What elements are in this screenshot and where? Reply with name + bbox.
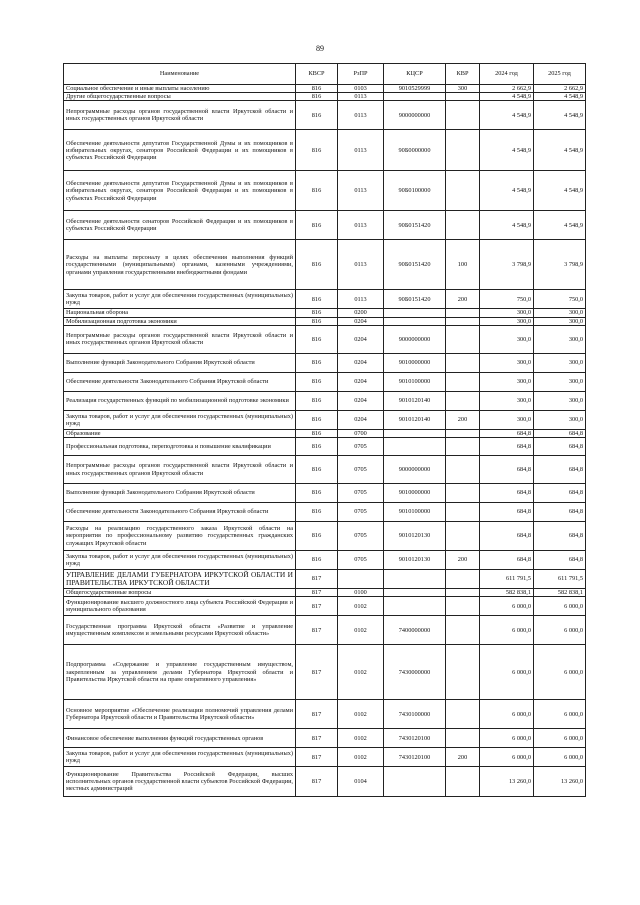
row-name: Закупка товаров, работ и услуг для обеспечения государственных (муниципальных) нужд bbox=[64, 551, 296, 570]
row-kvsr: 816 bbox=[296, 317, 338, 325]
row-kvr: 100 bbox=[446, 240, 480, 290]
row-kvsr: 816 bbox=[296, 171, 338, 211]
row-2024: 300,0 bbox=[480, 325, 534, 353]
row-kvr bbox=[446, 325, 480, 353]
row-2025: 300,0 bbox=[534, 353, 586, 372]
row-2025: 300,0 bbox=[534, 317, 586, 325]
table-row bbox=[64, 101, 586, 130]
row-rzpr: 0705 bbox=[338, 503, 384, 522]
row-kcsr bbox=[384, 597, 446, 616]
table-row bbox=[64, 325, 586, 353]
row-rzpr: 0705 bbox=[338, 484, 384, 503]
row-name: Образование bbox=[64, 429, 296, 437]
row-kvsr: 817 bbox=[296, 748, 338, 767]
row-kvsr: 817 bbox=[296, 729, 338, 748]
header-kvr: КВР bbox=[446, 64, 480, 85]
row-kvr bbox=[446, 171, 480, 211]
row-kvsr: 817 bbox=[296, 616, 338, 645]
row-2024: 6 000,0 bbox=[480, 700, 534, 729]
row-kcsr: 9010100000 bbox=[384, 503, 446, 522]
row-2024: 4 548,9 bbox=[480, 101, 534, 130]
row-2025: 4 548,9 bbox=[534, 101, 586, 130]
row-2024: 6 000,0 bbox=[480, 616, 534, 645]
row-kvr bbox=[446, 503, 480, 522]
header-rzpr: РзПР bbox=[338, 64, 384, 85]
row-kcsr bbox=[384, 438, 446, 456]
row-rzpr: 0103 bbox=[338, 85, 384, 93]
row-name: Финансовое обеспечение выполнения функций государственных органов bbox=[64, 729, 296, 748]
row-kvsr: 816 bbox=[296, 93, 338, 101]
row-2024: 4 548,9 bbox=[480, 130, 534, 171]
row-kvr: 200 bbox=[446, 410, 480, 429]
table-row bbox=[64, 391, 586, 410]
row-kvr bbox=[446, 309, 480, 317]
row-2024: 684,8 bbox=[480, 551, 534, 570]
row-2025: 6 000,0 bbox=[534, 748, 586, 767]
row-kcsr: 9010000000 bbox=[384, 484, 446, 503]
row-2025: 300,0 bbox=[534, 372, 586, 391]
row-kcsr: 7430000000 bbox=[384, 645, 446, 700]
row-2024: 3 798,9 bbox=[480, 240, 534, 290]
row-name: Функционирование высшего должностного лица субъекта Российской Федерации и муниципального образования bbox=[64, 597, 296, 616]
row-rzpr: 0705 bbox=[338, 522, 384, 551]
row-2024: 4 548,9 bbox=[480, 171, 534, 211]
table-row bbox=[64, 522, 586, 551]
table-row bbox=[64, 570, 586, 589]
row-kvsr: 816 bbox=[296, 503, 338, 522]
table-row bbox=[64, 317, 586, 325]
row-name: Мобилизационная подготовка экономики bbox=[64, 317, 296, 325]
row-kvsr: 816 bbox=[296, 429, 338, 437]
row-2024: 750,0 bbox=[480, 290, 534, 309]
row-rzpr bbox=[338, 570, 384, 589]
row-2025: 750,0 bbox=[534, 290, 586, 309]
row-kvr bbox=[446, 429, 480, 437]
row-2024: 300,0 bbox=[480, 353, 534, 372]
row-name: Основное мероприятие «Обеспечение реализации полномочий управления делами Губернатора Иркутской области и Правительства Иркутской области» bbox=[64, 700, 296, 729]
table-row bbox=[64, 240, 586, 290]
row-rzpr: 0102 bbox=[338, 645, 384, 700]
row-rzpr: 0204 bbox=[338, 317, 384, 325]
row-kcsr: 7400000000 bbox=[384, 616, 446, 645]
header-kvsr: КВСР bbox=[296, 64, 338, 85]
row-rzpr: 0200 bbox=[338, 309, 384, 317]
row-rzpr: 0102 bbox=[338, 597, 384, 616]
row-2024: 6 000,0 bbox=[480, 645, 534, 700]
table-header-row bbox=[64, 64, 586, 85]
row-2025: 6 000,0 bbox=[534, 616, 586, 645]
row-rzpr: 0204 bbox=[338, 372, 384, 391]
header-2025: 2025 год bbox=[534, 64, 586, 85]
row-kvr bbox=[446, 456, 480, 484]
row-2025: 13 260,0 bbox=[534, 767, 586, 797]
row-rzpr: 0705 bbox=[338, 456, 384, 484]
row-name: Государственная программа Иркутской области «Развитие и управление имущественным комплексом и земельными ресурсами Иркутской области» bbox=[64, 616, 296, 645]
row-kvsr: 816 bbox=[296, 85, 338, 93]
row-name: Обеспечение деятельности Законодательного Собрания Иркутской области bbox=[64, 503, 296, 522]
row-kcsr: 9010000000 bbox=[384, 353, 446, 372]
row-name: Социальное обеспечение и иные выплаты населению bbox=[64, 85, 296, 93]
row-name: Закупка товаров, работ и услуг для обеспечения государственных (муниципальных) нужд bbox=[64, 748, 296, 767]
row-kvsr: 816 bbox=[296, 130, 338, 171]
row-name: Функционирование Правительства Российской Федерации, высших исполнительных органов государственной власти субъектов Российской Федерации, местных администраций bbox=[64, 767, 296, 797]
row-2025: 684,8 bbox=[534, 503, 586, 522]
row-2024: 2 662,9 bbox=[480, 85, 534, 93]
row-name: Национальная оборона bbox=[64, 309, 296, 317]
row-kcsr: 9010120130 bbox=[384, 551, 446, 570]
table-row bbox=[64, 309, 586, 317]
row-2025: 6 000,0 bbox=[534, 700, 586, 729]
table-row bbox=[64, 645, 586, 700]
row-kcsr bbox=[384, 429, 446, 437]
row-name: Другие общегосударственные вопросы bbox=[64, 93, 296, 101]
row-2025: 684,8 bbox=[534, 484, 586, 503]
table-row bbox=[64, 597, 586, 616]
row-2025: 4 548,9 bbox=[534, 93, 586, 101]
row-kvsr: 816 bbox=[296, 211, 338, 240]
row-2024: 684,8 bbox=[480, 484, 534, 503]
row-2024: 611 791,5 bbox=[480, 570, 534, 589]
row-2024: 13 260,0 bbox=[480, 767, 534, 797]
row-2025: 3 798,9 bbox=[534, 240, 586, 290]
row-2025: 6 000,0 bbox=[534, 597, 586, 616]
row-2024: 6 000,0 bbox=[480, 597, 534, 616]
row-kvsr: 817 bbox=[296, 570, 338, 589]
table-row bbox=[64, 551, 586, 570]
row-rzpr: 0705 bbox=[338, 438, 384, 456]
table-row bbox=[64, 211, 586, 240]
header-kcsr: КЦСР bbox=[384, 64, 446, 85]
row-name: Расходы на выплаты персоналу в целях обеспечения выполнения функций государственными (муниципальными) органами, казенными учреждениями, органами управления государственными внебюджетными фондами bbox=[64, 240, 296, 290]
row-kvsr: 816 bbox=[296, 551, 338, 570]
row-name: Общегосударственные вопросы bbox=[64, 589, 296, 597]
row-name: Обеспечение деятельности сенаторов Российской Федерации и их помощников в субъектах Российской Федерации bbox=[64, 211, 296, 240]
row-kvsr: 816 bbox=[296, 484, 338, 503]
row-kvsr: 816 bbox=[296, 438, 338, 456]
row-kvr bbox=[446, 211, 480, 240]
budget-table bbox=[63, 63, 586, 797]
row-kvsr: 816 bbox=[296, 372, 338, 391]
table-row bbox=[64, 353, 586, 372]
row-2024: 300,0 bbox=[480, 391, 534, 410]
row-name: Выполнение функций Законодательного Собрания Иркутской области bbox=[64, 353, 296, 372]
row-kcsr: 90Б0151420 bbox=[384, 240, 446, 290]
table-row bbox=[64, 503, 586, 522]
table-row bbox=[64, 290, 586, 309]
row-kvr bbox=[446, 101, 480, 130]
row-2024: 6 000,0 bbox=[480, 748, 534, 767]
row-2024: 582 838,1 bbox=[480, 589, 534, 597]
row-2024: 300,0 bbox=[480, 309, 534, 317]
row-kcsr: 90Б0151420 bbox=[384, 211, 446, 240]
row-2025: 300,0 bbox=[534, 410, 586, 429]
row-kvsr: 816 bbox=[296, 101, 338, 130]
row-2024: 300,0 bbox=[480, 372, 534, 391]
row-rzpr: 0700 bbox=[338, 429, 384, 437]
row-rzpr: 0113 bbox=[338, 240, 384, 290]
row-2024: 684,8 bbox=[480, 503, 534, 522]
row-name: Закупка товаров, работ и услуг для обеспечения государственных (муниципальных) нужд bbox=[64, 290, 296, 309]
row-2025: 300,0 bbox=[534, 391, 586, 410]
table-row bbox=[64, 93, 586, 101]
row-2025: 300,0 bbox=[534, 325, 586, 353]
table-row bbox=[64, 85, 586, 93]
row-kvsr: 817 bbox=[296, 589, 338, 597]
row-kcsr: 9010529999 bbox=[384, 85, 446, 93]
row-kcsr: 90Б0100000 bbox=[384, 171, 446, 211]
row-kvr: 200 bbox=[446, 748, 480, 767]
row-2024: 4 548,9 bbox=[480, 93, 534, 101]
row-kvr: 200 bbox=[446, 551, 480, 570]
row-rzpr: 0102 bbox=[338, 748, 384, 767]
row-kcsr bbox=[384, 93, 446, 101]
row-2025: 684,8 bbox=[534, 456, 586, 484]
row-kcsr: 9000000000 bbox=[384, 101, 446, 130]
row-2025: 4 548,9 bbox=[534, 130, 586, 171]
row-kvr bbox=[446, 438, 480, 456]
row-kvr bbox=[446, 767, 480, 797]
row-kvsr: 817 bbox=[296, 645, 338, 700]
row-name: Непрограммные расходы органов государственной власти Иркутской области и иных государственных органов Иркутской области bbox=[64, 325, 296, 353]
table-row bbox=[64, 410, 586, 429]
row-name: Расходы на реализацию государственного заказа Иркутской области на мероприятия по профессиональному развитию государственных гражданских служащих Иркутской области bbox=[64, 522, 296, 551]
row-2024: 300,0 bbox=[480, 410, 534, 429]
row-kvr bbox=[446, 589, 480, 597]
row-kvsr: 816 bbox=[296, 456, 338, 484]
page-number: 89 bbox=[316, 44, 324, 53]
row-kvr bbox=[446, 597, 480, 616]
row-rzpr: 0113 bbox=[338, 171, 384, 211]
row-name: Выполнение функций Законодательного Собрания Иркутской области bbox=[64, 484, 296, 503]
row-kvsr: 817 bbox=[296, 597, 338, 616]
row-kvr bbox=[446, 700, 480, 729]
row-kvr bbox=[446, 645, 480, 700]
row-kvsr: 816 bbox=[296, 240, 338, 290]
row-kcsr: 90Б0151420 bbox=[384, 290, 446, 309]
row-kvsr: 817 bbox=[296, 700, 338, 729]
row-kvsr: 816 bbox=[296, 391, 338, 410]
row-kvsr: 816 bbox=[296, 522, 338, 551]
row-name: УПРАВЛЕНИЕ ДЕЛАМИ ГУБЕРНАТОРА ИРКУТСКОЙ ОБЛАСТИ И ПРАВИТЕЛЬСТВА ИРКУТСКОЙ ОБЛАСТИ bbox=[64, 570, 296, 589]
row-kvsr: 816 bbox=[296, 353, 338, 372]
row-rzpr: 0204 bbox=[338, 410, 384, 429]
row-kcsr: 9010100000 bbox=[384, 372, 446, 391]
row-kvr bbox=[446, 391, 480, 410]
row-name: Обеспечение деятельности депутатов Государственной Думы и их помощников в избирательных округах, сенаторов Российской Федерации и их помощников в субъектах Российской Федерации bbox=[64, 171, 296, 211]
row-rzpr: 0104 bbox=[338, 767, 384, 797]
row-kcsr bbox=[384, 589, 446, 597]
row-kcsr: 9000000000 bbox=[384, 325, 446, 353]
header-2024: 2024 год bbox=[480, 64, 534, 85]
row-kvsr: 816 bbox=[296, 309, 338, 317]
table-row bbox=[64, 171, 586, 211]
row-2025: 684,8 bbox=[534, 438, 586, 456]
table-row bbox=[64, 589, 586, 597]
row-2025: 684,8 bbox=[534, 522, 586, 551]
row-rzpr: 0102 bbox=[338, 616, 384, 645]
row-kcsr: 9010120140 bbox=[384, 410, 446, 429]
row-name: Непрограммные расходы органов государственной власти Иркутской области и иных государственных органов Иркутской области bbox=[64, 101, 296, 130]
table-row bbox=[64, 616, 586, 645]
row-kcsr: 9010120140 bbox=[384, 391, 446, 410]
row-rzpr: 0204 bbox=[338, 391, 384, 410]
row-rzpr: 0113 bbox=[338, 211, 384, 240]
row-2025: 611 791,5 bbox=[534, 570, 586, 589]
table-row bbox=[64, 130, 586, 171]
row-kvr bbox=[446, 522, 480, 551]
table-row bbox=[64, 729, 586, 748]
row-2025: 6 000,0 bbox=[534, 645, 586, 700]
row-2024: 684,8 bbox=[480, 438, 534, 456]
row-kcsr bbox=[384, 570, 446, 589]
row-name: Обеспечение деятельности Законодательного Собрания Иркутской области bbox=[64, 372, 296, 391]
row-2024: 300,0 bbox=[480, 317, 534, 325]
row-2025: 582 838,1 bbox=[534, 589, 586, 597]
row-kvsr: 816 bbox=[296, 290, 338, 309]
row-kvr bbox=[446, 570, 480, 589]
row-2025: 6 000,0 bbox=[534, 729, 586, 748]
row-2025: 2 662,9 bbox=[534, 85, 586, 93]
table-row bbox=[64, 438, 586, 456]
row-kvr bbox=[446, 484, 480, 503]
row-kcsr: 90Б0000000 bbox=[384, 130, 446, 171]
row-name: Профессиональная подготовка, переподготовка и повышение квалификации bbox=[64, 438, 296, 456]
row-name: Непрограммные расходы органов государственной власти Иркутской области и иных государственных органов Иркутской области bbox=[64, 456, 296, 484]
row-name: Обеспечение деятельности депутатов Государственной Думы и их помощников в избирательных округах, сенаторов Российской Федерации и их помощников в субъектах Российской Федерации bbox=[64, 130, 296, 171]
row-rzpr: 0113 bbox=[338, 101, 384, 130]
row-kcsr: 9000000000 bbox=[384, 456, 446, 484]
row-kvr bbox=[446, 353, 480, 372]
row-kvsr: 816 bbox=[296, 410, 338, 429]
row-kvr bbox=[446, 317, 480, 325]
row-2025: 684,8 bbox=[534, 551, 586, 570]
table-row bbox=[64, 372, 586, 391]
row-2024: 4 548,9 bbox=[480, 211, 534, 240]
row-kcsr bbox=[384, 767, 446, 797]
row-rzpr: 0204 bbox=[338, 325, 384, 353]
row-name: Реализация государственных функций по мобилизационной подготовке экономики bbox=[64, 391, 296, 410]
row-kcsr bbox=[384, 317, 446, 325]
row-2025: 300,0 bbox=[534, 309, 586, 317]
row-2025: 4 548,9 bbox=[534, 171, 586, 211]
row-rzpr: 0705 bbox=[338, 551, 384, 570]
row-rzpr: 0113 bbox=[338, 93, 384, 101]
row-rzpr: 0113 bbox=[338, 290, 384, 309]
row-rzpr: 0204 bbox=[338, 353, 384, 372]
row-kvr bbox=[446, 130, 480, 171]
row-kvr bbox=[446, 372, 480, 391]
row-2024: 684,8 bbox=[480, 429, 534, 437]
row-kcsr: 7430120100 bbox=[384, 729, 446, 748]
row-kvr bbox=[446, 729, 480, 748]
row-2024: 684,8 bbox=[480, 456, 534, 484]
table-row bbox=[64, 748, 586, 767]
row-kvr: 300 bbox=[446, 85, 480, 93]
row-kvr: 200 bbox=[446, 290, 480, 309]
header-name: Наименование bbox=[64, 64, 296, 85]
row-kcsr: 7430100000 bbox=[384, 700, 446, 729]
table-row bbox=[64, 484, 586, 503]
row-kvsr: 816 bbox=[296, 325, 338, 353]
row-2025: 4 548,9 bbox=[534, 211, 586, 240]
row-2024: 684,8 bbox=[480, 522, 534, 551]
row-kvr bbox=[446, 93, 480, 101]
row-kcsr: 7430120100 bbox=[384, 748, 446, 767]
table-row bbox=[64, 429, 586, 437]
row-rzpr: 0100 bbox=[338, 589, 384, 597]
row-name: Закупка товаров, работ и услуг для обеспечения государственных (муниципальных) нужд bbox=[64, 410, 296, 429]
table-row bbox=[64, 456, 586, 484]
row-rzpr: 0102 bbox=[338, 700, 384, 729]
row-name: Подпрограмма «Содержание и управление государственным имуществом, закрепленным за управлением делами Губернатора Иркутской области и Правительства Иркутской области на праве оперативного управления» bbox=[64, 645, 296, 700]
row-rzpr: 0113 bbox=[338, 130, 384, 171]
row-rzpr: 0102 bbox=[338, 729, 384, 748]
row-2024: 6 000,0 bbox=[480, 729, 534, 748]
table-row bbox=[64, 767, 586, 797]
row-kvr bbox=[446, 616, 480, 645]
row-kcsr: 9010120130 bbox=[384, 522, 446, 551]
row-2025: 684,8 bbox=[534, 429, 586, 437]
row-kcsr bbox=[384, 309, 446, 317]
row-kvsr: 817 bbox=[296, 767, 338, 797]
table-row bbox=[64, 700, 586, 729]
